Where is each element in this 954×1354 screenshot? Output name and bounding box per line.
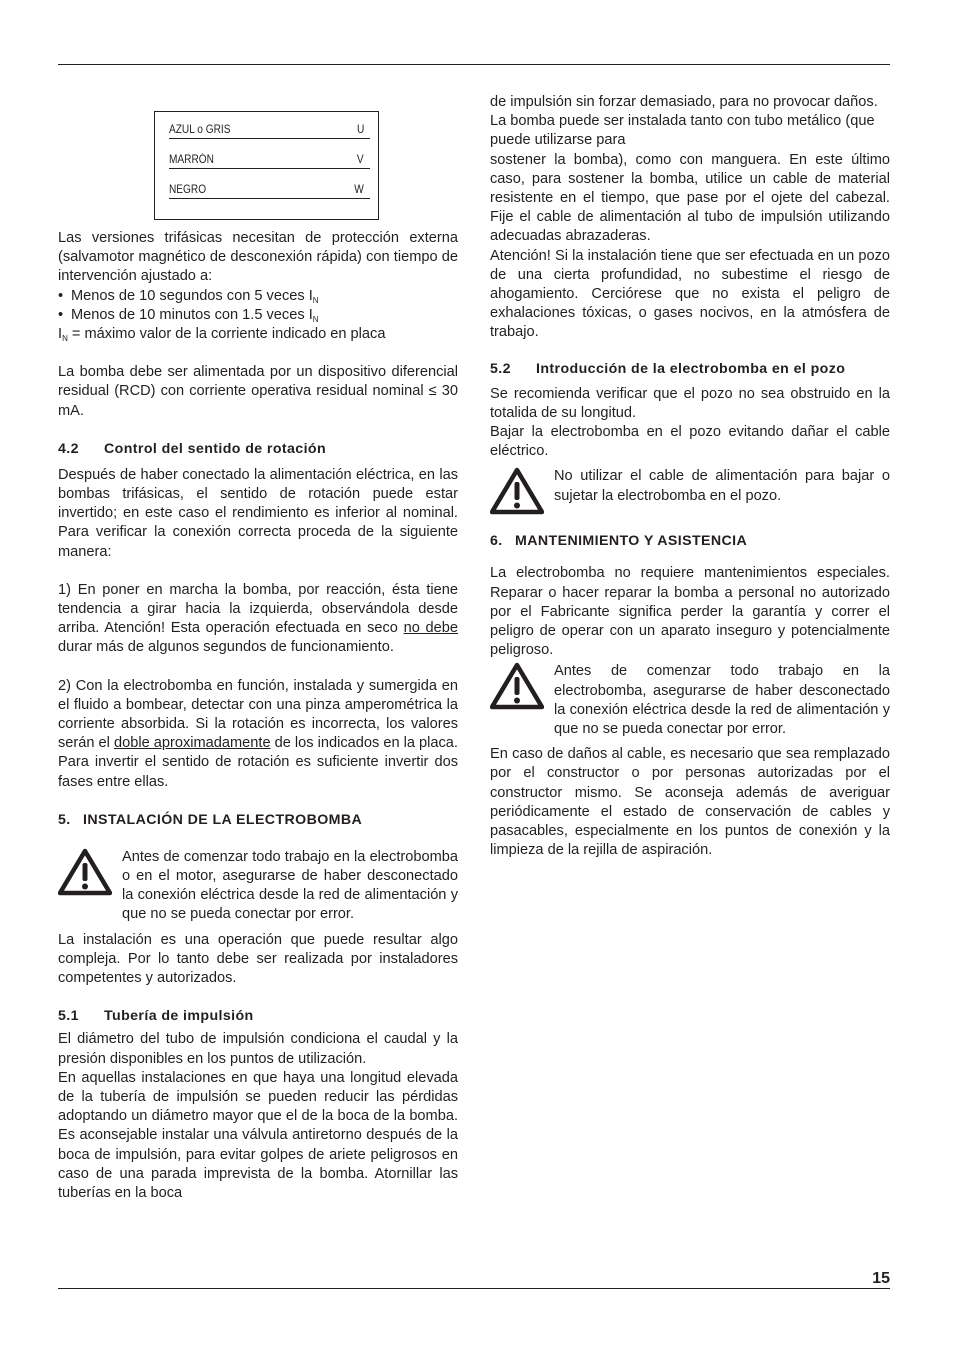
section-heading-5-1: 5.1 Tubería de impulsión <box>58 1008 254 1025</box>
wire-color: NEGRO <box>169 184 207 196</box>
wire-terminal: U <box>356 124 364 136</box>
right-column <box>490 93 890 861</box>
rcd-paragraph: La bomba debe ser alimentada por un dispositivo diferencial residual (RCD) con corriente operativa residual nominal ≤ 30 mA. <box>58 364 458 419</box>
section-heading-6: 6. MANTENIMIENTO Y ASISTENCIA <box>490 533 748 550</box>
warning-text: Antes de comenzar todo trabajo en la electrobomba, asegurarse de haber desconectado la conexión eléctrica desde la red de alimentación y que no se pueda conectar por error. <box>554 663 890 738</box>
bajar-paragraph: Bajar la electrobomba en el pozo evitando dañar el cable eléctrico. <box>490 424 890 460</box>
warning-text: Antes de comenzar todo trabajo en la electrobomba o en el motor, asegurarse de haber desconectado la conexión eléctrica desde la red de alimentación y que no se pueda conectar por error. <box>122 848 458 923</box>
bullet: • <box>58 287 64 304</box>
wiring-table <box>154 111 379 220</box>
footer-rule <box>58 1288 890 1289</box>
trifasicas-paragraph: Las versiones trifásicas necesitan de protección externa (salvamotor magnético de desconexión rápida) con tiempo de intervención ajustado a: <box>58 230 458 285</box>
warning-block <box>490 662 890 739</box>
aquellas-paragraph: En aquellas instalaciones en que haya una longitud elevada de la tubería de impulsión se pueden reducir las pérdidas adoptando un diámetro mayor que el de la boca de la bomba. Es aconsejable instalar una válvula antiretorno después de la boca de impulsión, para evitar golpes de ariete peligrosos en caso de una parada imprevista de la bomba. Atornillar las tuberías en la boca <box>58 1069 458 1201</box>
despues-paragraph: Después de haber conectado la alimentación eléctrica, en las bombas trifásicas, el sentido de rotación puede estar invertido; en este caso el rendimiento es inferior al nominal. Para verificar la conexión correcta proceda de la siguiente manera: <box>58 466 458 560</box>
section-heading-4-2: 4.2 Control del sentido de rotación <box>58 440 327 457</box>
list-item <box>58 287 458 306</box>
warning-block <box>58 848 458 925</box>
table-row <box>169 151 370 169</box>
section-heading-5: 5. INSTALACIÓN DE LA ELECTROBOMBA <box>58 811 363 828</box>
warning-block <box>490 467 890 519</box>
danos-paragraph: En caso de daños al cable, es necesario que sea remplazado por el constructor o por personas autorizadas por el constructor mismo. Se aconseja además de averiguar periódicamente el estado de conservación de cables y pasacables, especialmente en los puntos de conexión y la limpieza de la rejilla de aspiración. <box>490 746 890 859</box>
atencion-paragraph: Atención! Si la instalación tiene que ser efectuada en un pozo de una cierta profundidad, no subestime el riesgo de ahogamiento. Cerciórese que no exista el peligro de exhalaciones tóxicas, o gases nocivos, en la atmósfera de trabajo. <box>490 247 890 341</box>
warning-text: No utilizar el cable de alimentación para bajar o sujetar la electrobomba en el pozo. <box>554 468 890 504</box>
header-rule <box>58 64 890 65</box>
table-row <box>169 181 370 199</box>
wire-color: AZUL o GRIS <box>169 124 231 136</box>
instalacion-paragraph: La instalación es una operación que puede resultar algo compleja. Por lo tanto debe ser realizada por instaladores competentes y autorizados. <box>58 931 458 987</box>
recomienda-paragraph: Se recomienda verificar que el pozo no sea obstruido en la totalida de su longitud. <box>490 385 890 421</box>
diametro-paragraph: El diámetro del tubo de impulsión condiciona el caudal y la presión disponibles en los puntos de utilización. <box>58 1031 458 1067</box>
bullet: • <box>58 306 64 323</box>
in-definition: $I_N$ = máximo valor de la corriente indicado en placa <box>58 326 386 344</box>
wire-terminal: W <box>354 184 364 196</box>
bullet-text: Menos de 10 segundos con 5 veces $I_N$ <box>71 287 319 305</box>
page-number: 15 <box>872 1270 890 1287</box>
bullet-text: Menos de 10 minutos con 1.5 veces $I_N$ <box>71 306 319 324</box>
wire-terminal: V <box>357 154 364 166</box>
section-heading-5-2: 5.2 Introducción de la electrobomba en el pozo <box>490 360 846 377</box>
continuation-paragraph-2: sostener la bomba), como con manguera. En este último caso, para sostener la bomba, utilice un cable de material resistente en el tiempo, que pase por el ojete del cabezal. Fije el cable de alimentación al tubo de impulsión utilizando adecuadas abrazaderas. <box>490 151 890 245</box>
table-row <box>169 121 370 139</box>
left-column <box>58 229 458 1203</box>
step-1-paragraph: 1) En poner en marcha la bomba, por reacción, ésta tiene tendencia a girar hacia la izquierda, observándola desde arriba. Atención! Esta operación efectuada en seco no debe durar más de algunos segundos de funcionamiento. <box>58 581 458 656</box>
warning-triangle-icon <box>58 848 122 900</box>
mantenimiento-paragraph: La electrobomba no requiere mantenimientos especiales. Reparar o hacer reparar la bomba a personal no autorizado por el Fabricante significa perder la garantía y correr el peligro de operar con un aparato inseguro y potencialmente peligroso. <box>490 565 890 659</box>
continuation-paragraph: de impulsión sin forzar demasiado, para no provocar daños. La bomba puede ser instalada tanto con tubo metálico (que puede utilizarse para <box>490 94 878 149</box>
warning-triangle-icon <box>490 467 554 519</box>
warning-triangle-icon <box>490 662 554 714</box>
step-2-paragraph: 2) Con la electrobomba en función, instalada y sumergida en el fluido a bombear, detectar con una pinza amperométrica la corriente absorbida. Si la rotación es incorrecta, los valores serán el doble aproximadamente de los indicados en la placa. Para invertir el sentido de rotación es suficiente invertir dos fases entre ellas. <box>58 677 458 790</box>
list-item <box>58 306 458 325</box>
wire-color: MARRÓN <box>169 154 214 166</box>
